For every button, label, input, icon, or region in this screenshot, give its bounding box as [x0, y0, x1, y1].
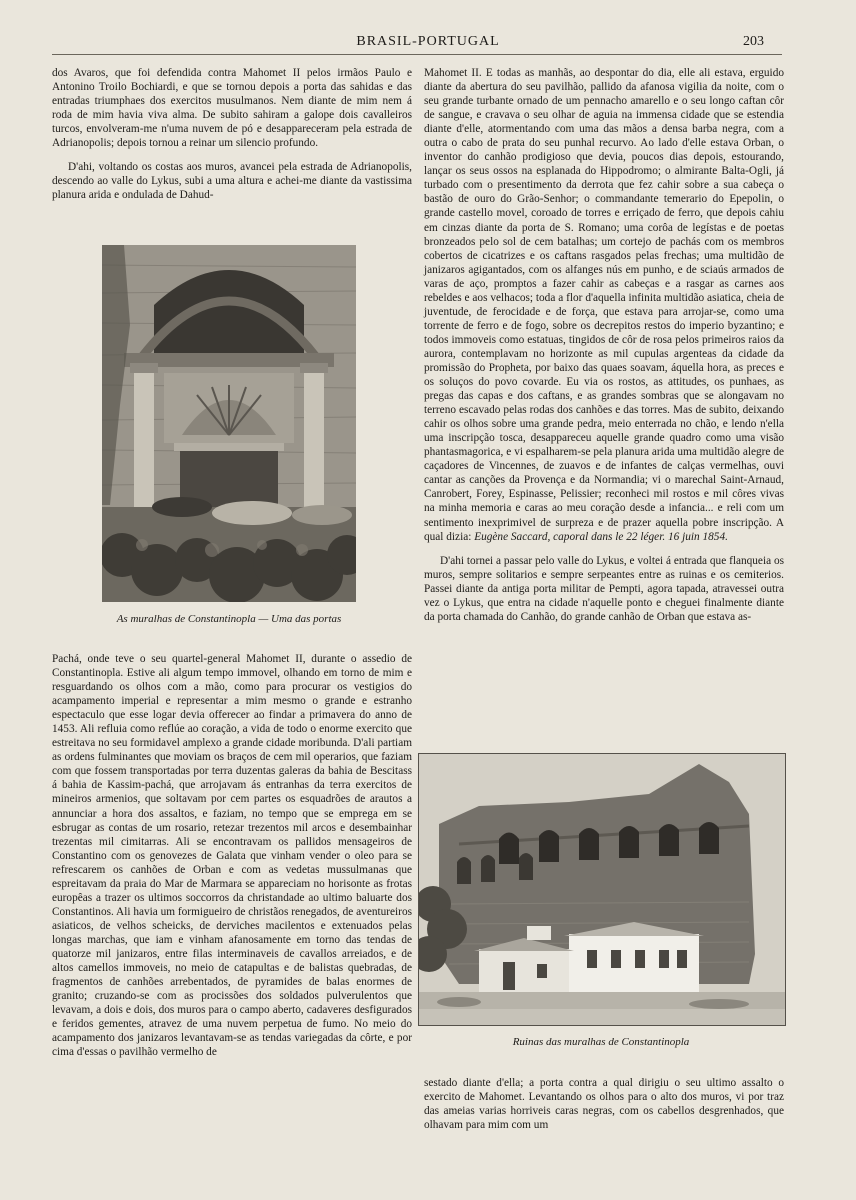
paragraph [424, 66, 784, 544]
figure2-caption: Ruinas das muralhas de Constantinopla [512, 1036, 690, 1048]
right-column-bottom-text [424, 1076, 784, 1132]
paragraph: sestado diante d'ella; a porta contra a qual dirigiu o seu ultimo assalto o exercito de Mahomet. Levantando os olhos para o alto dos muros, vi por traz das ameias varias horriveis caras negras, com os cabellos desgrenhados, que olhavam para mim com um [424, 1077, 784, 1132]
paragraph: D'ahi tornei a passar pelo valle do Lykus, e voltei á entrada que flanqueia os muros, sempre solitarios e sempre serpeantes entre as ruinas e os cemiterios. Passei diante da antiga porta militar de Pempti, agora tapada, atravessei outra vez o Lykus, que entra na cidade n'aquelle ponto e cheguei finalmente diante da porta chamada do Canhão, do grande canhão de Orban que estava as- [424, 554, 784, 623]
left-column-top-text [52, 66, 412, 202]
paragraph: dos Avaros, que foi defendida contra Mahomet II pelos irmãos Paulo e Antonino Troilo Bochiardi, e que se tornou depois a porta das sahidas e das entradas triumphaes dos exercitos musulmanos. Nem diante de mim nem á roda de mim havia viva alma. De subito sahiram a galope dois cavalleiros turcos, envolveram-me n'uma nuvem de pó e desappareceram pela estrada de Adrianopolis; depois tornou a reinar um silencio profundo. [52, 67, 412, 150]
photo-city-gate [102, 245, 356, 602]
running-title: BRASIL-PORTUGAL [356, 34, 500, 49]
page-number: 203 [743, 34, 764, 49]
paragraph: Pachá, onde teve o seu quartel-general Mahomet II, durante o assedio de Constantinopla. Estive ali algum tempo immovel, olhando em torno de mim e resguardando os olhos com a mão, como para procurar os vestigios do acampamento imperial e representar a mim mesmo o grande e estranho espectaculo que esse logar devia offerecer ao findar a primavera do anno de 1453. Ali refluia como reflúe ao coração, a vida de todo o enorme exercito que estreitava no seu formidavel amplexo a grande cidade moribunda. D'ali partiam as ordens fulminantes que moviam os braços de cem mil operarios, que faziam com que fossem transportadas por terra duzentas galeras da bahia de Bescitass á bahia de Kassim-pachá, que arrojavam ás entranhas da terra exercitos de mineiros armenios, que soltavam por cem partes os esquadrões de arautos a annunciar a hora dos assaltos, e faziam, no tempo que se emprega em se esbrugar as contas de um rosario, retezar trezentos mil arcos e desembainhar trezentas mil cimitarras. Ali se encontravam os pallidos mensageiros de Constantino com os genovezes de Galata que vinham vender o oleo para se refrescarem os canhões de Orban e com as vedetas mussulmanas que espreitavam da praia do Mar de Marmara se appareciam no horisonte as frotas europêas a trazer os ultimos soccorros da christandade ao ultimo baluarte dos Constantinos. Ali havia um formigueiro de christãos renegados, de aventureiros asiaticos, de velhos scheicks, de derviches macilentos e extenuados pelas longas marchas, que iam e vinham afanosamente em torno das tendas de quatorze mil janizaros, entre filas interminaveis de cavallos arreiados, e de altos camellos immoveis, no meio de catapultas e de balistas quebradas, de fragmentos de canhões arrebentados, de pyramides de balas enormes de granito; cruzando-se com as procissões dos soldados pulverulentos que levavam, a dois e dois, dos muros para o campo aberto, cadaveres desfigurados e feridos gementes, atravez de uma nuvem perpetua de fumo. No meio do acampamento dos janizaros levantavam-se as tendas variegadas da côrte, e por cima d'essas o pavilhão vermelho de [52, 653, 412, 1059]
paragraph-text: Mahomet II. E todas as manhãs, ao despontar do dia, elle ali estava, erguido diante da abertura do seu pavilhão, pallido da afanosa vigilia da noite, com o seu grande turbante ornado de um pennacho amarello e o seu longo caftan côr de sangue, e cravava o seu olhar de aguia na immensa cidade que se estendia diante d'elle, atormentando com uma das mãos a densa barba negra, com a outra o cabo de prata do seu punhal recurvo. Ao lado d'elle estava Orban, o inventor do canhão prodigioso que devia, poucos dias depois, estourando, lançar os seus ossos na esplanada do Hippodromo; o almirante Balta-Ogli, já turbado com o presentimento da derrota que fez cahir sobre a sua cabeça o bastão de ouro do Grão-Senhor; o commandante temerario do Epepolin, o grande castello movel, coroado de torres e erriçado de ferro, que depois cahiu em cinzas diante da porta de S. Romano; uma corôa de legístas e de poetas bronzeados pelo sol de cem batalhas; um cortejo de pachás com os membros cobertos de cicatrizes e os caftans rasgados pelas frechas; uma multidão de janizaros agigantados, com os alfanges nús em punho, e de sciaús armados de varas de aço, promptos a fazer cahir as cabeças e a rasgar as carnes aos rebeldes e aos velhacos; toda a flor d'aquella infinita multidão asiatica, cheia de juventude, de ferocidade e de força, que estava para arrojar-se, como uma torrente de ferro e de fogo, sobre os decrepitos restos do imperio byzantino; e todos immoveis como estatuas, tingidos de côr de rosa pelos primeiros raios da aurora, contemplavam no horizonte as mil cupulas argenteas da cidade da promissão do Propheta, por baixo das quaes soavam, áquella hora, as preces e os soluços do povo covarde. Eu via os rostos, as attitudes, os punhaes, as pregas das capas e dos caftans, e as grandes sombras que se alongavam no terreno escavado pelas rodas dos canhões e das torres. Mas de subito, deixando cahir os olhos sobre uma grande pedra, meio enterrada no chão, e lendo n'ella uma inscripção tosca, desappareceu aquelle grande quadro como uma visão phantasmagorica, e vi espalharem-se pela planura arida uma multidão alegre de caçadores de Vincennes, de zuavos e de infantes de calças vermelhas, ouvi cantar as canções da Provença e da Normandia; vi o marechal Saint-Arnaud, Canrobert, Forey, Espinasse, Pelissier; reconheci mil rostos e mil côres vivas na minha memoria e caras ao meu coração desde a infancia... e reli com um sentimento inexprimivel de surpreza e de prazer aquella pobre inscripção. A qual dizia: [424, 67, 784, 543]
photo-wall-ruins [418, 753, 786, 1026]
inscription-text: Eugène Saccard, caporal dans le 22 léger. 16 juin 1854. [474, 530, 728, 543]
left-column-bottom-text [52, 652, 412, 1059]
figure1-caption: As muralhas de Constantinopla — Uma das portas [116, 613, 342, 625]
header-rule [52, 54, 782, 55]
right-column-top-text [424, 66, 784, 624]
paragraph: D'ahi, voltando os costas aos muros, avancei pela estrada de Adrianopolis, descendo ao valle do Lykus, subi a uma altura e achei-me diante da vastissima planura arida e ondulada de Dahud- [52, 161, 412, 202]
